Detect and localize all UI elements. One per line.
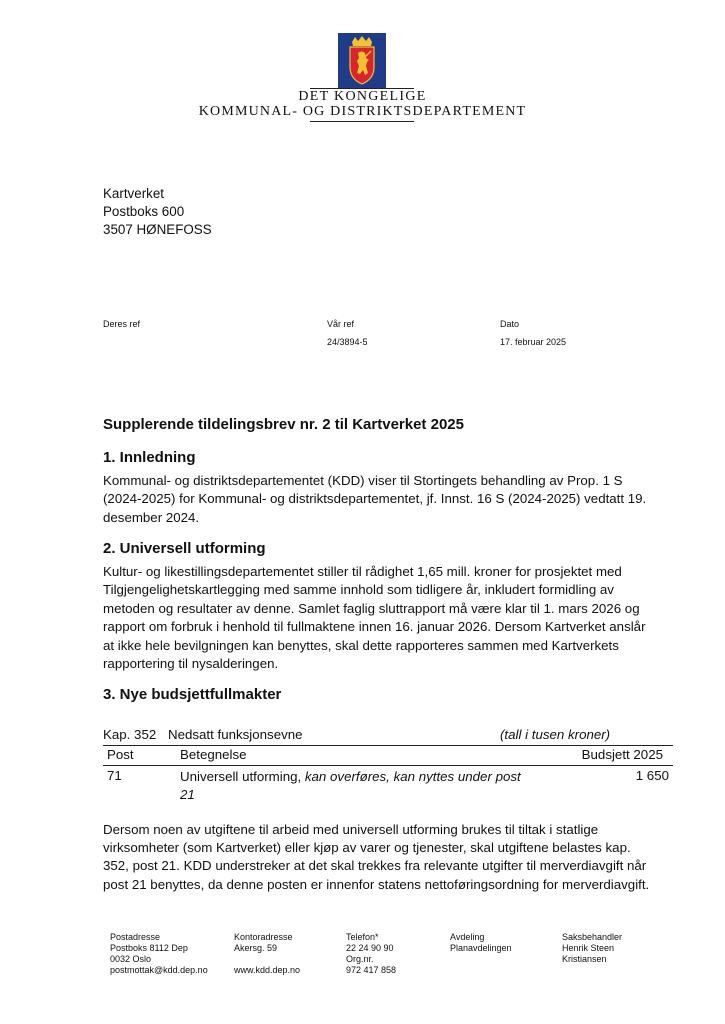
footer-value: Akersg. 59 — [234, 943, 278, 953]
footer-telefon — [346, 932, 396, 976]
text-line: virksomheter (som Kartverket) eller kjøp av varer og tjenester, skal utgiftene belastes kap. — [103, 840, 631, 856]
section-2-body — [103, 563, 663, 673]
section-2-heading: 2. Universell utforming — [103, 540, 266, 557]
text-line: at ikke hele bevilgningen kan benyttes, skal dette rapporteres sammen med Kartverkets — [103, 637, 619, 653]
recipient-address — [103, 185, 212, 239]
recipient-name: Kartverket — [103, 186, 165, 201]
text-line: desember 2024. — [103, 509, 200, 525]
budget-table — [103, 726, 673, 806]
header-budsjett: Budsjett 2025 — [581, 747, 663, 762]
header-betegnelse: Betegnelse — [180, 747, 247, 762]
text-line: (2024-2025) for Kommunal- og distriktsdepartementet, jf. Innst. 16 S (2024-2025) vedtatt 19. — [103, 491, 647, 507]
text-line: rapportering til nysalderingen. — [103, 656, 279, 672]
text-line: Kultur- og likestillingsdepartementet stiller til rådighet 1,65 mill. kroner for prosjektet med — [103, 564, 622, 579]
unit-note: (tall i tusen kroner) — [500, 727, 611, 742]
footer-value: Henrik Steen — [562, 943, 615, 953]
section-1-body — [103, 472, 663, 527]
footer-label: Telefon* — [346, 932, 379, 942]
footer-website[interactable]: www.kdd.dep.no — [234, 965, 301, 975]
dato-value: 17. februar 2025 — [500, 337, 567, 347]
footer-value: Planavdelingen — [450, 943, 512, 953]
section-3-heading: 3. Nye budsjettfullmakter — [103, 686, 282, 703]
letterhead-rule-bottom — [310, 121, 414, 122]
deres-ref-label: Deres ref — [103, 319, 141, 329]
text-line: rapport om forbruk i henhold til fullmaktene innen 16. januar 2026. Dersom Kartverket anslår — [103, 619, 646, 635]
text-line: Dersom noen av utgiftene til arbeid med universell utforming brukes til tiltak i statlige — [103, 822, 599, 837]
letterhead-line1: DET KONGELIGE — [298, 89, 427, 104]
footer-value: Kristiansen — [562, 954, 607, 964]
row-post: 71 — [107, 768, 122, 783]
table-caption-row — [103, 726, 673, 745]
var-ref-label: Vår ref — [327, 319, 355, 329]
var-ref-value: 24/3894-5 — [327, 337, 368, 347]
footer-postadresse — [110, 932, 208, 976]
row-betegnelse-italic: kan overføres, kan nyttes under post — [304, 769, 521, 784]
footer-label: Avdeling — [450, 932, 485, 942]
text-line: Kommunal- og distriktsdepartementet (KDD) viser til Stortingets behandling av Prop. 1 S — [103, 473, 623, 488]
footer-label: Org.nr. — [346, 954, 374, 964]
kap-name: Nedsatt funksjonsevne — [168, 727, 303, 742]
dato-label: Dato — [500, 319, 520, 329]
row-budsjett: 1 650 — [635, 768, 669, 783]
footer-value: 972 417 858 — [346, 965, 397, 975]
footer-label: Kontoradresse — [234, 932, 293, 942]
footer-label: Postadresse — [110, 932, 161, 942]
row-betegnelse-plain: Universell utforming, — [180, 769, 305, 784]
letter-title: Supplerende tildelingsbrev nr. 2 til Kartverket 2025 — [103, 416, 464, 433]
header-post: Post — [107, 747, 134, 762]
closing-paragraph — [103, 821, 663, 894]
footer-kontoradresse — [234, 932, 300, 976]
row-betegnelse-italic-2: 21 — [180, 787, 195, 802]
footer-value: Postboks 8112 Dep — [110, 943, 188, 953]
footer-avdeling — [450, 932, 512, 954]
row-betegnelse — [180, 768, 540, 804]
footer-value: 0032 Oslo — [110, 954, 152, 964]
table-row — [103, 766, 673, 806]
table-header-row — [103, 746, 673, 765]
footer-email[interactable]: postmottak@kdd.dep.no — [110, 965, 208, 975]
section-1-heading: 1. Innledning — [103, 449, 196, 466]
letterhead-line2: KOMMUNAL- OG DISTRIKTSDEPARTEMENT — [198, 104, 527, 119]
footer-spacer — [234, 954, 300, 965]
coat-of-arms-icon — [338, 33, 386, 88]
footer-label: Saksbehandler — [562, 932, 623, 942]
recipient-city: 3507 HØNEFOSS — [103, 222, 212, 237]
text-line: Tilgjengelighetskartlegging med samme innhold som tidligere år, inkludert formidling av — [103, 582, 614, 598]
text-line: metoden og resultater av denne. Samlet faglig sluttrapport må være klar til 1. mars 2026 og — [103, 600, 640, 616]
text-line: 352, post 21. KDD understreker at det skal trekkes fra relevante utgifter til merverdiavgift når — [103, 858, 647, 874]
text-line: post 21 benyttes, da denne posten er innenfor statens nettoføringsordning for merverdiavgift. — [103, 876, 650, 892]
footer-value: 22 24 90 90 — [346, 943, 394, 953]
recipient-box: Postboks 600 — [103, 204, 185, 219]
footer-saksbehandler — [562, 932, 622, 965]
kap-label: Kap. 352 — [103, 727, 157, 742]
